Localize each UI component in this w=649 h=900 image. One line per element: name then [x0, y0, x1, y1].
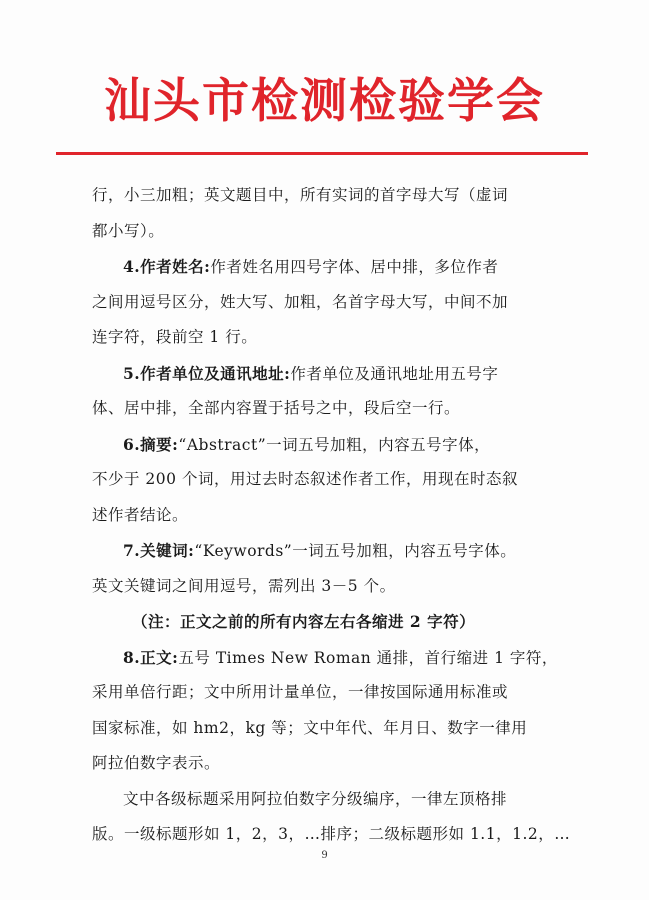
- p4-line1-text: “Abstract”一词五号加粗，内容五号字体，: [178, 435, 491, 454]
- p6-line2: 采用单倍行距；文中所用计量单位，一律按国际通用标准或: [92, 683, 509, 701]
- p5-heading: 7.关键词:: [123, 541, 195, 560]
- p4-heading: 6.摘要:: [123, 434, 179, 454]
- p4-line2: 不少于 200 个词，用过去时态叙述作者工作，用现在时态叙: [92, 470, 518, 488]
- p7-line2: 版。一级标题形如 1，2，3，…排序；二级标题形如 1.1，1.2，…: [92, 825, 571, 843]
- letterhead-rule: [56, 152, 588, 155]
- indent-note: （注：正文之前的所有内容左右各缩进 2 字符）: [132, 612, 476, 631]
- p3-line2: 体、居中排，全部内容置于括号之中，段后空一行。: [92, 399, 461, 417]
- p1-line1: 行，小三加粗；英文题目中，所有实词的首字母大写（虚词: [92, 186, 509, 204]
- p3-heading: 5.作者单位及通讯地址:: [123, 363, 291, 383]
- p5-line1-text: “Keywords”一词五号加粗，内容五号字体。: [194, 542, 517, 560]
- p2-line3: 连字符，段前空 1 行。: [92, 328, 258, 346]
- p6-line4: 阿拉伯数字表示。: [92, 754, 221, 772]
- p2-line1: [92, 249, 552, 285]
- p1-line2: 都小写）。: [92, 221, 165, 240]
- p6-heading: 8.正文:: [123, 647, 179, 667]
- body-text: [92, 178, 571, 853]
- letterhead-title: 汕头市检测检验学会: [104, 74, 545, 129]
- p3-line1-text: 作者单位及通讯地址用五号字: [290, 364, 499, 383]
- p2-heading: 4.作者姓名:: [123, 257, 211, 276]
- p7-line1: 文中各级标题采用阿拉伯数字分级编序，一律左顶格排: [123, 789, 508, 808]
- p6-line1-text: 五号 Times New Roman 通排，首行缩进 1 字符，: [178, 648, 558, 667]
- p3-line1: [92, 356, 552, 392]
- p5-line2: 英文关键词之间用逗号，需列出 3－5 个。: [92, 576, 396, 595]
- p6-line1: [92, 640, 558, 676]
- p2-line1-text: 作者姓名用四号字体、居中排，多位作者: [210, 258, 499, 276]
- p2-line2: 之间用逗号区分，姓大写、加粗，名首字母大写，中间不加: [92, 292, 509, 311]
- p5-line1: [92, 533, 552, 569]
- p4-line1: [92, 427, 552, 463]
- p6-line3: 国家标准，如 hm2，kg 等；文中年代、年月日、数字一律用: [92, 718, 528, 737]
- p4-line3: 述作者结论。: [92, 505, 189, 524]
- page-number: 9: [321, 850, 328, 861]
